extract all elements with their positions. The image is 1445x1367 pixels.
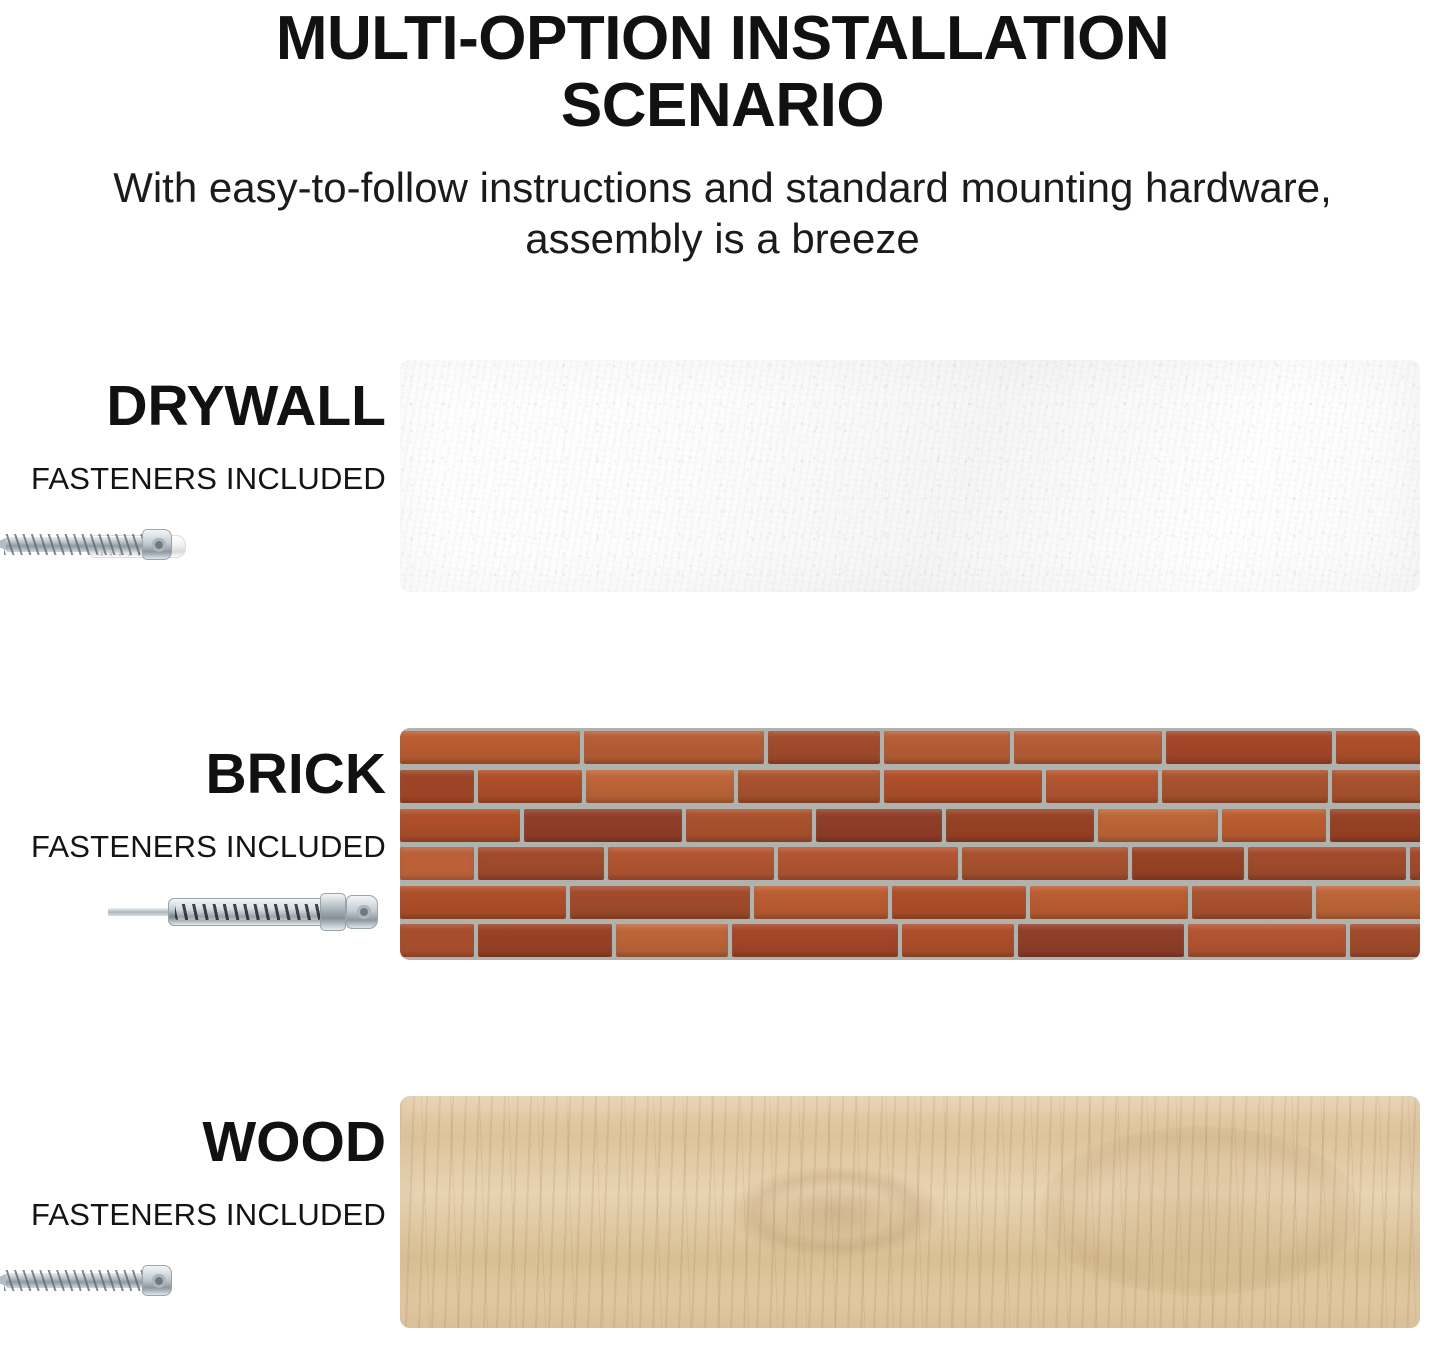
brick-row: [400, 844, 1420, 883]
material-name-wood: WOOD: [202, 1110, 386, 1175]
hardware-drywall: [0, 509, 386, 599]
brick-row: [400, 806, 1420, 845]
brick-row: [400, 921, 1420, 960]
brick: [478, 770, 582, 803]
wood-labels: [0, 1096, 400, 1335]
brick-swatch: [400, 728, 1420, 960]
brick: [1046, 770, 1158, 803]
brick: [570, 886, 750, 919]
brick-pattern: [400, 728, 1420, 960]
brick: [884, 770, 1042, 803]
brick: [686, 809, 812, 842]
brick: [400, 847, 474, 880]
brick: [768, 731, 880, 764]
brick: [478, 924, 612, 957]
hollow-wall-molly-anchor-icon: [108, 891, 378, 933]
fasteners-included-wood: FASTENERS INCLUDED: [31, 1197, 386, 1233]
brick: [946, 809, 1094, 842]
hardware-wood: [0, 1245, 386, 1335]
brick: [1014, 731, 1162, 764]
brick-row: [400, 728, 1420, 767]
page-title: MULTI-OPTION INSTALLATION SCENARIO: [275, 4, 1170, 140]
brick: [1316, 886, 1420, 919]
brick: [962, 847, 1128, 880]
material-row-brick: [0, 728, 1445, 1024]
wood-edge-shading: [400, 1096, 1420, 1328]
brick-row: [400, 883, 1420, 922]
brick: [738, 770, 880, 803]
brick: [754, 886, 888, 919]
brick: [1166, 731, 1332, 764]
brick: [1336, 731, 1420, 764]
brick: [400, 886, 566, 919]
fasteners-included-drywall: FASTENERS INCLUDED: [31, 461, 386, 497]
brick: [1350, 924, 1420, 957]
material-rows: [0, 360, 1445, 1367]
brick: [778, 847, 958, 880]
brick: [400, 924, 474, 957]
brick: [1162, 770, 1328, 803]
brick: [884, 731, 1010, 764]
header: [0, 0, 1445, 264]
brick: [1030, 886, 1188, 919]
brick: [1132, 847, 1244, 880]
brick: [478, 847, 604, 880]
brick: [400, 809, 520, 842]
brick: [816, 809, 942, 842]
brick: [608, 847, 774, 880]
brick: [1332, 770, 1420, 803]
brick: [732, 924, 898, 957]
brick: [1222, 809, 1326, 842]
brick: [1098, 809, 1218, 842]
brick: [892, 886, 1026, 919]
screw-icon: [0, 527, 172, 561]
material-name-brick: BRICK: [205, 742, 386, 807]
brick: [1188, 924, 1346, 957]
brick: [400, 731, 580, 764]
material-row-drywall: [0, 360, 1445, 656]
hardware-brick: [0, 877, 386, 967]
material-row-wood: [0, 1096, 1445, 1367]
brick: [586, 770, 734, 803]
drywall-labels: [0, 360, 400, 599]
brick: [524, 809, 682, 842]
screw-icon: [0, 1263, 172, 1297]
page-subtitle: With easy-to-follow instructions and standard mounting hardware, assembly is a breeze: [113, 163, 1332, 263]
brick: [616, 924, 728, 957]
drywall-swatch: [400, 360, 1420, 592]
brick: [902, 924, 1014, 957]
brick: [1248, 847, 1406, 880]
brick: [1192, 886, 1312, 919]
brick: [1410, 847, 1420, 880]
fasteners-included-brick: FASTENERS INCLUDED: [31, 829, 386, 865]
material-name-drywall: DRYWALL: [106, 374, 386, 439]
brick: [400, 770, 474, 803]
brick-row: [400, 767, 1420, 806]
wood-swatch: [400, 1096, 1420, 1328]
brick: [584, 731, 764, 764]
brick: [1018, 924, 1184, 957]
brick: [1330, 809, 1420, 842]
brick-labels: [0, 728, 400, 967]
